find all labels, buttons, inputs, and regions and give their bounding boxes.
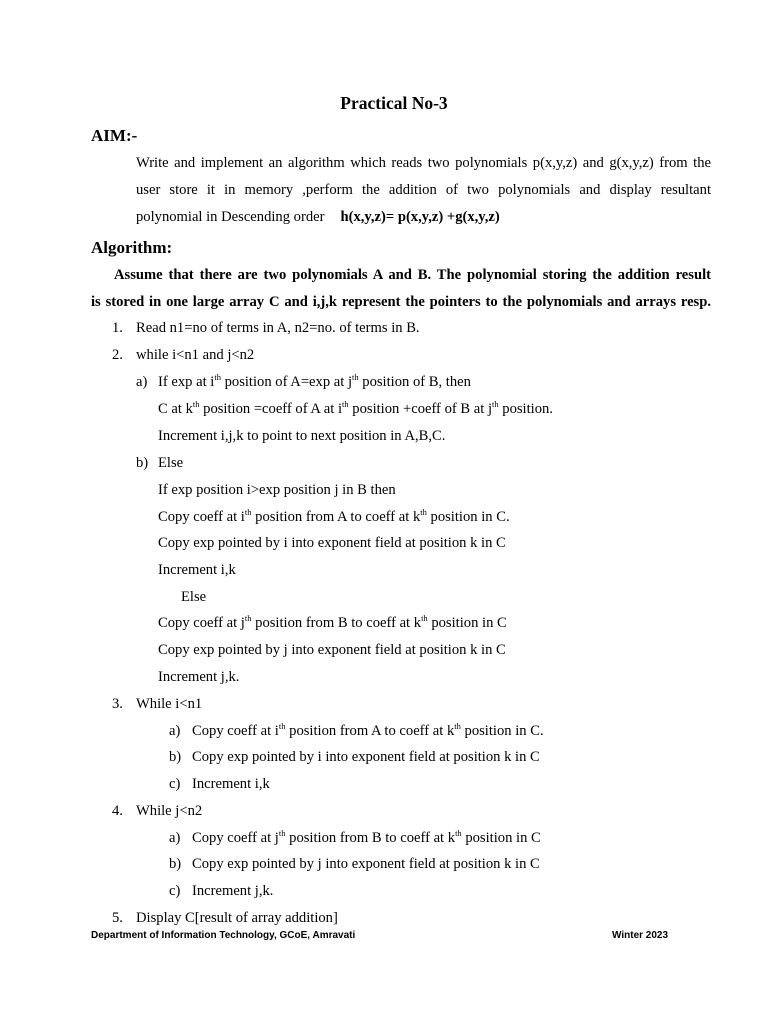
step-2b-line-4: Increment i,k (158, 562, 236, 578)
step-2b-line-1: If exp position i>exp position j in B then (158, 482, 396, 498)
step-4a-marker: a) (169, 830, 181, 846)
step-4a-text: Copy coeff at $j^{th}$ position from B to coeff at $k^{th}$ position in C (192, 828, 541, 846)
algorithm-heading: Algorithm: (91, 238, 173, 257)
aim-line-2: user store it in memory ,perform the addition of two polynomials and display resultant (136, 182, 711, 198)
step-2-text: while i<n1 and j<n2 (136, 347, 255, 363)
step-2b-line-8: Increment j,k. (158, 669, 240, 685)
step-1-number: 1. (112, 320, 123, 336)
step-5-text: Display C[result of array addition] (136, 910, 338, 926)
step-3-text: While i<n1 (136, 696, 203, 712)
step-4b-marker: b) (169, 856, 182, 872)
step-3a-text: Copy coeff at $i^{th}$ position from A to coeff at $k^{th}$ position in C. (192, 721, 544, 739)
step-4c-marker: c) (169, 883, 181, 899)
step-3b-marker: b) (169, 749, 182, 765)
page-title: Practical No-3 (340, 93, 448, 113)
step-4c-text: Increment j,k. (192, 883, 274, 899)
step-2b-marker: b) (136, 455, 149, 471)
algorithm-intro-line-2: is stored in one large array C and i,j,k represent the pointers to the polynomials and arrays resp. (91, 294, 711, 310)
footer-term: Winter 2023 (612, 930, 669, 941)
step-3c-text: Increment i,k (192, 776, 270, 792)
step-2b-line-2: Copy coeff at $i^{th}$ position from A to coeff at $k^{th}$ position in C. (158, 507, 510, 525)
footer-department: Department of Information Technology, GCoE, Amravati (91, 930, 356, 941)
aim-line-1: Write and implement an algorithm which reads two polynomials p(x,y,z) and g(x,y,z) from the (136, 155, 711, 171)
step-3a-marker: a) (169, 723, 181, 739)
aim-formula: h(x,y,z)= p(x,y,z) +g(x,y,z) (340, 209, 500, 225)
step-2-number: 2. (112, 347, 123, 363)
step-2b-line-5: Else (181, 589, 207, 605)
aim-heading: AIM:- (91, 126, 138, 145)
step-2b-line-6: Copy coeff at $j^{th}$ position from B to coeff at $k^{th}$ position in C (158, 613, 507, 631)
step-2b-line-7: Copy exp pointed by j into exponent field at position k in C (158, 642, 506, 658)
step-2a-marker: a) (136, 374, 148, 390)
step-4-number: 4. (112, 803, 123, 819)
aim-line-3-text: polynomial in Descending order (136, 209, 325, 225)
step-2a-line-3: Increment i,j,k to point to next position in A,B,C. (158, 428, 446, 444)
step-3b-text: Copy exp pointed by i into exponent field at position k in C (192, 749, 540, 765)
step-3c-marker: c) (169, 776, 181, 792)
step-2a-line-2: C at $k^{th}$ position =coeff of A at $i^{th}$ position +coeff of B at $j^{th}$ position. (158, 399, 553, 417)
step-4-text: While j<n2 (136, 803, 203, 819)
aim-line-3 (136, 209, 500, 226)
algorithm-intro-line-1: Assume that there are two polynomials A and B. The polynomial storing the addition result (114, 267, 711, 283)
step-5-number: 5. (112, 910, 123, 926)
step-2b-text: Else (158, 455, 184, 471)
step-2a-line-1: If exp at $i^{th}$ position of A=exp at $j^{th}$ position of B, then (158, 372, 471, 390)
step-3-number: 3. (112, 696, 123, 712)
step-2b-line-3: Copy exp pointed by i into exponent field at position k in C (158, 535, 506, 551)
step-4b-text: Copy exp pointed by j into exponent field at position k in C (192, 856, 540, 872)
step-1-text: Read n1=no of terms in A, n2=no. of terms in B. (136, 320, 420, 336)
